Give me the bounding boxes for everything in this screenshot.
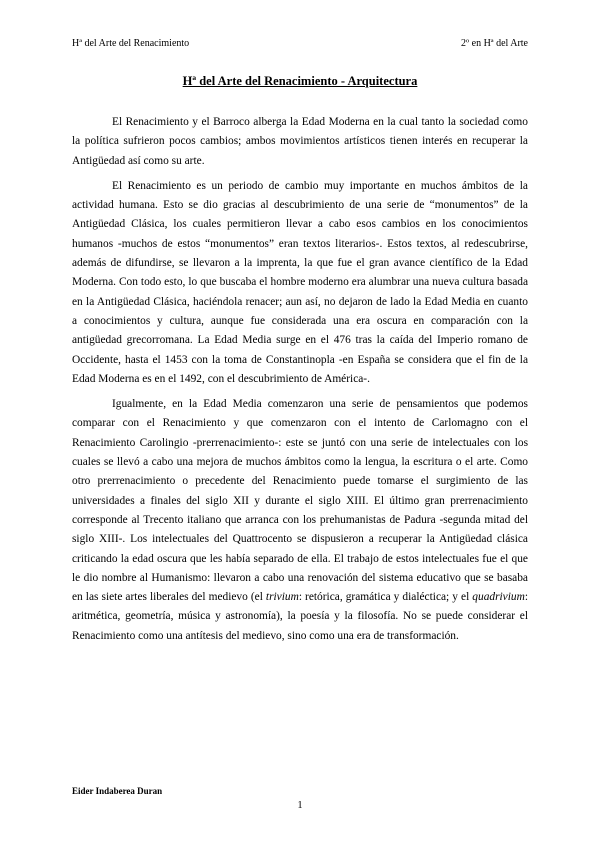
paragraph-2: El Renacimiento es un periodo de cambio muy importante en muchos ámbitos de la actividad humana. Esto se dio gracias al descubrimiento de una serie de “monumentos” de la Antigüedad Clásica, los cuales permitieron llevar a cabo esos cambios en los conocimientos humanos -muchos de estos “monumentos” eran textos literarios-. Estos textos, al redescubrirse, además de difundirse, se llevaron a la imprenta, la que fue el gran avance científico de la Edad Moderna. Con todo esto, lo que buscaba el hombre moderno era alumbrar una nueva cultura basada en la Antigüedad Clásica, haciéndola renacer; aun así, no dejaron de lado la Edad Media en cuanto a conocimientos y cultura, aunque fue considerada una era oscura en comparación con la antigüedad grecorromana. La Edad Media surge en el 476 tras la caída del Imperio romano de Occidente, hasta el 1453 con la toma de Constantinopla -en España se considera que el fin de la Edad Moderna es en el 1492, con el descubrimiento de América-. (72, 179, 528, 385)
paragraph-3-part-a: Igualmente, en la Edad Media comenzaron una serie de pensamientos que podemos comparar con el Renacimiento y que comenzaron con el intento de Carlomagno con el Renacimiento Carolingio -prerrenacimiento-: este se juntó con una serie de intelectuales con los cuales se llevó a cabo una mejora de muchos ámbitos como la lengua, la escritura o el arte. Como otro prerrenacimiento o precedente del Renacimiento puede tomarse el surgimiento de las universidades a finales del siglo XII y durante el siglo XIII. El último gran prerrenacimiento corresponde al Trecento italiano que arranca con los prehumanistas de Padura -segunda mitad del siglo XIII-. Los intelectuales del Quattrocento se dispusieron a recuperar la Antigüedad clásica criticando la edad oscura que les había separado de ella. El trabajo de estos intelectuales fue el que le dio nombre al Humanismo: llevaron a cabo una renovación del sistema educativo que se basaba en las siete artes liberales del medievo (el (72, 398, 528, 604)
term-quadrivium: quadrivium (472, 591, 525, 604)
paragraph-3-part-b: : retórica, gramática y dialéctica; y el (298, 591, 473, 604)
footer-author: Eider Indaberea Duran (72, 786, 163, 796)
document-body (72, 113, 528, 652)
header-left: Hª del Arte del Renacimiento (72, 38, 190, 49)
paragraph-3-part-c: : aritmética, geometría, música y astronomía), la poesía y la filosofía. No se puede considerar el Renacimiento como una antítesis del medievo, sino como una era de transformación. (72, 591, 528, 642)
header-right: 2º en Hª del Arte (461, 38, 528, 49)
paragraph-1: El Renacimiento y el Barroco alberga la Edad Moderna en la cual tanto la sociedad como la política sufrieron pocos cambios; ambos movimientos artísticos tienen interés en recuperar la Antigüedad así como su arte. (72, 116, 528, 167)
paragraph-3 (72, 395, 528, 646)
page-number: 1 (297, 800, 303, 811)
document-title: Hª del Arte del Renacimiento - Arquitectura (182, 74, 418, 88)
term-trivium: trivium (265, 591, 299, 604)
